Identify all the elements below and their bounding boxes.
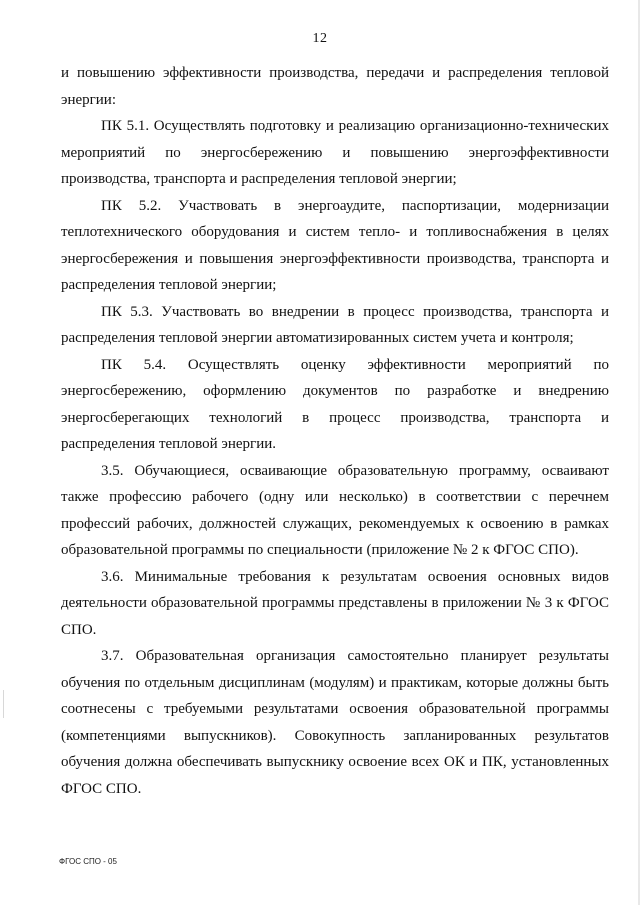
paragraph-section-3-6: 3.6. Минимальные требования к результатам освоения основных видов деятельности образовательной программы представлены в приложении № 3 к ФГОС СПО. — [61, 568, 609, 638]
footer-document-code: ФГОС СПО - 05 — [59, 857, 117, 866]
paragraph-pk-5-1: ПК 5.1. Осуществлять подготовку и реализацию организационно-технических мероприятий по энергосбережению и повышению энергоэффективности производства, транспорта и распределения тепловой энергии; — [61, 118, 609, 187]
scan-margin-mark — [3, 690, 4, 718]
page-number: 12 — [312, 31, 328, 46]
paragraph-pk-5-4: ПК 5.4. Осуществлять оценку эффективности мероприятий по энергосбережению, оформлению документов по разработке и внедрению энергосберегающих технологий в процесс производства, транспорта и распределения тепловой энергии. — [61, 356, 609, 452]
paragraph-pk-5-3: ПК 5.3. Участвовать во внедрении в процесс производства, транспорта и распределения тепловой энергии автоматизированных систем учета и контроля; — [61, 303, 609, 346]
paragraph-section-3-7: 3.7. Образовательная организация самостоятельно планирует результаты обучения по отдельным дисциплинам (модулям) и практикам, которые должны быть соотнесены с требуемыми результатами освоения образовательной программы (компетенциями выпускников). Совокупность запланированных результатов обучения должна обеспечивать выпускнику освоение всех ОК и ПК, установленных ФГОС СПО. — [61, 648, 609, 797]
paragraph-section-3-5: 3.5. Обучающиеся, осваивающие образовательную программу, осваивают также профессию рабочего (одну или несколько) в соответствии с перечнем профессий рабочих, должностей служащих, рекомендуемых к освоению в рамках образовательной программы по специальности (приложение № 2 к ФГОС СПО). — [61, 462, 609, 558]
paragraph-pk-5-2: ПК 5.2. Участвовать в энергоаудите, паспортизации, модернизации теплотехнического оборудования и систем тепло- и топливоснабжения в целях энергосбережения и повышения энергоэффективности производства, транспорта и распределения тепловой энергии; — [61, 197, 609, 293]
paragraph-continuation: и повышению эффективности производства, передачи и распределения тепловой энергии: — [61, 65, 609, 108]
document-body — [61, 60, 609, 802]
